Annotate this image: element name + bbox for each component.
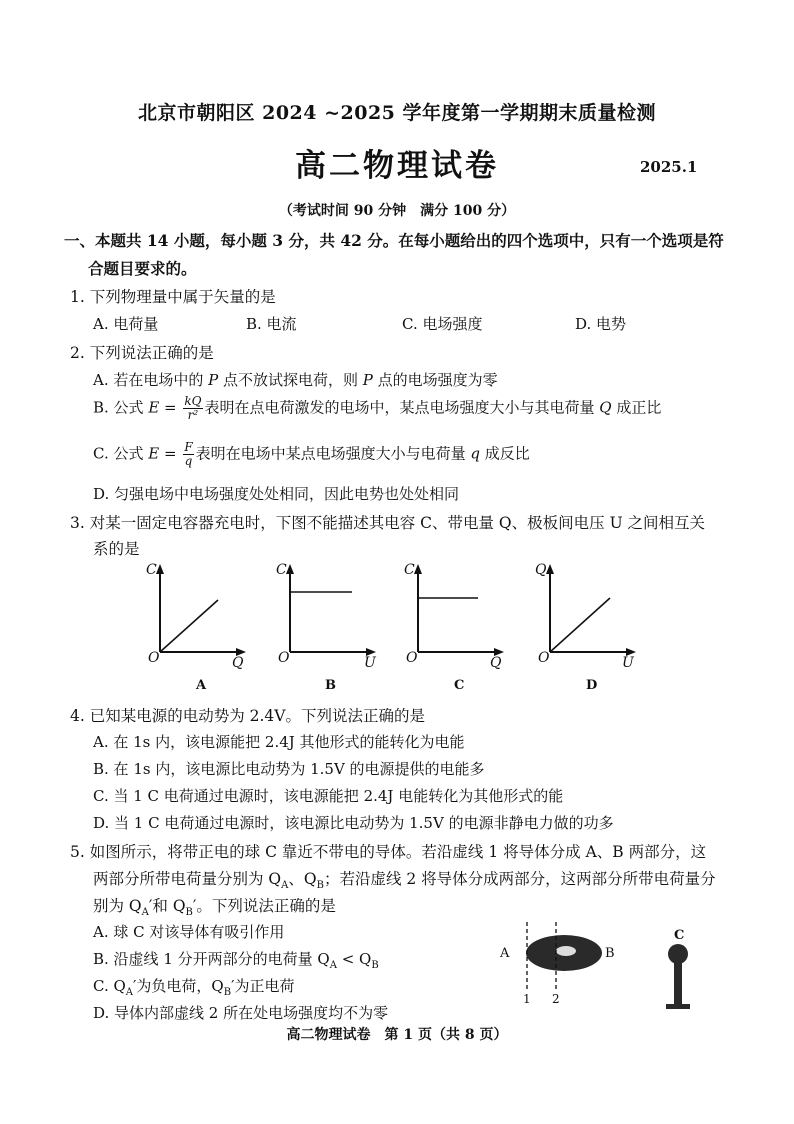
question-1-stem: 1. 下列物理量中属于矢量的是 bbox=[70, 288, 276, 306]
section-instruction-line1: 一、本题共 14 小题，每小题 3 分，共 42 分。在每小题给出的四个选项中，只有一个选项是符 bbox=[64, 231, 724, 250]
graph-a-label: A bbox=[196, 678, 207, 693]
graph-c-label: C bbox=[454, 678, 465, 693]
section-instruction-line2: 合题目要求的。 bbox=[88, 259, 197, 278]
graph-a-line bbox=[160, 600, 218, 652]
graph-a-y-arrow bbox=[156, 564, 164, 574]
ball-c bbox=[668, 944, 688, 964]
ball-c-base bbox=[666, 1004, 690, 1009]
question-5-option-c: C. $Q_A'$为负电荷，$Q_B'$为正电荷 bbox=[93, 977, 295, 998]
question-3-stem-line2: 系的是 bbox=[93, 540, 140, 558]
question-4-option-b: B. 在 1s 内，该电源比电动势为 1.5V 的电源提供的电能多 bbox=[93, 760, 485, 778]
graph-b-origin: O bbox=[278, 650, 290, 666]
exam-header: 北京市朝阳区 2024 ~2025 学年度第一学期期末质量检测 bbox=[137, 102, 657, 124]
question-2-option-b: B. 公式 E = $\frac{kQ}{\text{r²}}$ 表明在点电荷激发的电场中，某点电场强度大小与其电荷量 Q 成正比 bbox=[93, 394, 662, 422]
ball-c-stand bbox=[674, 962, 682, 1006]
question-1-option-d: D. 电势 bbox=[575, 315, 627, 333]
graph-a-y-label: C bbox=[146, 562, 157, 578]
graph-c-x-label: Q bbox=[490, 655, 502, 671]
graph-d-x-label: U bbox=[622, 655, 634, 671]
question-2-option-d: D. 匀强电场中电场强度处处相同，因此电势也处处相同 bbox=[93, 485, 460, 503]
question-1-option-a: A. 电荷量 bbox=[93, 315, 159, 333]
question-5-option-b: B. 沿虚线 1 分开两部分的电荷量 $Q_A < Q_B$ bbox=[93, 950, 379, 971]
exam-info: （考试时间 90 分钟 满分 100 分） bbox=[278, 203, 516, 219]
graph-c-y-arrow bbox=[414, 564, 422, 574]
graph-b-x-label: U bbox=[364, 655, 376, 671]
graph-c-y-label: C bbox=[404, 562, 415, 578]
question-4-option-c: C. 当 1 C 电荷通过电源时，该电源能把 2.4J 电能转化为其他形式的能 bbox=[93, 787, 564, 805]
figure-label-a: A bbox=[500, 946, 510, 961]
graph-b-y-label: C bbox=[276, 562, 287, 578]
question-2-stem: 2. 下列说法正确的是 bbox=[70, 344, 214, 362]
field-fraction: $\frac{F}{q}$ bbox=[184, 440, 193, 468]
graph-a-origin: O bbox=[148, 650, 160, 666]
figure-label-b: B bbox=[605, 946, 615, 961]
graph-d-y-label: Q bbox=[535, 562, 547, 578]
graph-b-label: B bbox=[325, 678, 336, 693]
graph-d-label: D bbox=[586, 678, 598, 693]
page-footer: 高二物理试卷 第 1 页（共 8 页） bbox=[286, 1027, 508, 1043]
question-2-option-a: A. 若在电场中的 P 点不放试探电荷，则 P 点的电场强度为零 bbox=[93, 371, 498, 389]
graph-b-y-arrow bbox=[286, 564, 294, 574]
question-5-option-d: D. 导体内部虚线 2 所在处电场强度均不为零 bbox=[93, 1004, 389, 1022]
question-5-option-a: A. 球 C 对该导体有吸引作用 bbox=[93, 923, 285, 941]
figure-line-2-label: 2 bbox=[552, 992, 560, 1006]
figure-line-1-label: 1 bbox=[523, 992, 531, 1006]
figure-label-c: C bbox=[674, 928, 685, 943]
graph-c-origin: O bbox=[406, 650, 418, 666]
page-title: 高二物理试卷 bbox=[295, 148, 499, 184]
question-4-option-a: A. 在 1s 内，该电源能把 2.4J 其他形式的能转化为电能 bbox=[93, 733, 465, 751]
graph-a-x-label: Q bbox=[232, 655, 244, 671]
question-4-stem: 4. 已知某电源的电动势为 2.4V。下列说法正确的是 bbox=[70, 707, 425, 725]
conductor-highlight bbox=[556, 946, 576, 956]
question-2-option-c: C. 公式 E = $\frac{F}{q}$ 表明在电场中某点电场强度大小与电荷量 q 成反比 bbox=[93, 440, 530, 468]
question-1-option-b: B. 电流 bbox=[246, 315, 297, 333]
exam-date: 2025.1 bbox=[640, 158, 698, 176]
graph-d-y-arrow bbox=[546, 564, 554, 574]
question-4-option-d: D. 当 1 C 电荷通过电源时，该电源比电动势为 1.5V 的电源非静电力做的功多 bbox=[93, 814, 614, 832]
question-5-stem-line2: 两部分所带电荷量分别为 $Q_A$、$Q_B$；若沿虚线 2 将导体分成两部分，这两部分所带电荷量分 bbox=[93, 870, 716, 892]
coulomb-fraction: $\frac{kQ}{\text{r²}}$ bbox=[184, 394, 202, 422]
question-3-stem-line1: 3. 对某一固定电容器充电时，下图不能描述其电容 C、带电量 Q、极板间电压 U 之间相互关 bbox=[70, 514, 706, 532]
graph-d-line bbox=[550, 598, 610, 652]
question-1-option-c: C. 电场强度 bbox=[402, 315, 483, 333]
question-5-stem-line3: 别为 $Q_A'$和 $Q_B'$。下列说法正确的是 bbox=[93, 897, 336, 919]
question-5-stem-line1: 5. 如图所示，将带正电的球 C 靠近不带电的导体。若沿虚线 1 将导体分成 A、B 两部分，这 bbox=[70, 843, 707, 861]
graph-d-origin: O bbox=[538, 650, 550, 666]
